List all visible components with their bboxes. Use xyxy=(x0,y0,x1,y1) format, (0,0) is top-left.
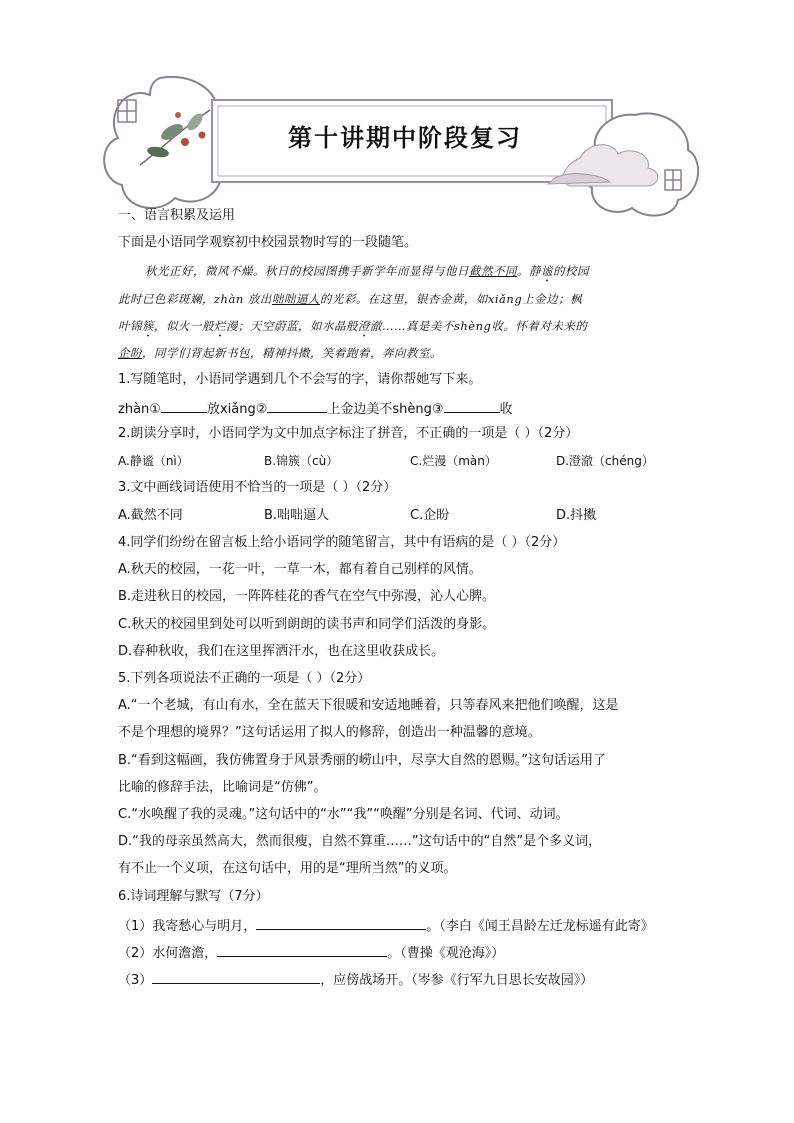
question-2: 2.朗读分享时，小语同学为文中加点字标注了拼音，不正确的一项是（ ）（2分） xyxy=(118,426,579,441)
option-b-cont: 比喻的修辞手法，比喻词是“仿佛”。 xyxy=(118,780,327,795)
question-5: 5.下列各项说法不正确的一项是（ ）（2分） xyxy=(118,671,371,686)
option-d[interactable]: D.抖擞 xyxy=(556,508,597,523)
option-c[interactable]: C.企盼 xyxy=(410,508,450,523)
underlined-phrase: 截然不同 xyxy=(469,264,517,278)
passage-line-4: 企盼，同学们背起新书包，精神抖擞，笑着跑着，奔向教室。 xyxy=(118,346,442,360)
option-d[interactable]: D.“我的母亲虽然高大，然而很瘦，自然不算重……”这句话中的“自然”是个多义词， xyxy=(118,834,602,849)
answer-blank[interactable] xyxy=(267,398,327,413)
passage-line-3: 叶锦簇，似火一般烂漫；天空蔚蓝，如水晶般澄澈……真是美不shèng收。怀着对未来的 xyxy=(118,319,588,333)
underlined-phrase: 企盼 xyxy=(118,346,142,360)
dotted-char: 澄 xyxy=(358,319,370,333)
dotted-char: 谧 xyxy=(541,264,553,278)
answer-blank[interactable] xyxy=(444,398,500,413)
answer-blank[interactable] xyxy=(256,915,426,930)
question-6: 6.诗词理解与默写（7分） xyxy=(118,889,269,904)
question-3: 3.文中画线词语使用不恰当的一项是（ ）（2分） xyxy=(118,480,397,495)
question-2-options xyxy=(118,452,702,470)
option-d[interactable]: D.春种秋收，我们在这里挥洒汗水，也在这里收获成长。 xyxy=(118,644,445,659)
option-a[interactable]: A.“一个老城，有山有水，全在蓝天下很暖和安适地睡着，只等春风来把他们唤醒，这是 xyxy=(118,698,619,713)
option-b[interactable]: B.走进秋日的校园，一阵阵桂花的香气在空气中弥漫，沁人心脾。 xyxy=(118,589,496,604)
option-b[interactable]: B.锦簇（cù） xyxy=(264,454,339,468)
answer-blank[interactable] xyxy=(217,942,387,957)
option-a-cont: 不是个理想的境界？”这句话运用了拟人的修辞，创造出一种温馨的意境。 xyxy=(118,725,541,740)
option-b[interactable]: B.咄咄逼人 xyxy=(264,508,330,523)
question-4: 4.同学们纷纷在留言板上给小语同学的随笔留言，其中有语病的是（ ）（2分） xyxy=(118,535,566,550)
question-1: 1.写随笔时，小语同学遇到几个不会写的字，请你帮她写下来。 xyxy=(118,372,482,387)
option-d-cont: 有不止一个义项，在这句话中，用的是“理所当然”的义项。 xyxy=(118,861,457,876)
question-1-blanks: zhàn① 放xiǎng② 上金边美不shèng③ 收 xyxy=(118,398,513,419)
dotted-char: 簇 xyxy=(142,319,154,333)
page-title: 第十讲期中阶段复习 xyxy=(288,123,522,152)
passage-line-1: 秋光正好，微风不燥。秋日的校园图携手新学年而显得与他日截然不同。静谧的校园 xyxy=(145,264,589,278)
dotted-char: 烂 xyxy=(214,319,226,333)
poem-line-3: （3） ，应傍战场开。（岑参《行军九日思长安故园》） xyxy=(118,969,593,990)
option-a[interactable]: A.截然不同 xyxy=(118,508,183,523)
poem-line-1: （1）我寄愁心与明月， 。（李白《闻王昌龄左迁龙标遥有此寄》 xyxy=(118,915,654,936)
option-c[interactable]: C.烂漫（màn） xyxy=(410,454,497,468)
question-3-options xyxy=(118,507,702,525)
section-heading: 一、语言积累及运用 xyxy=(118,208,236,223)
option-b[interactable]: B.“看到这幅画，我仿佛置身于风景秀丽的崂山中，尽享大自然的恩赐。”这句话运用了 xyxy=(118,753,607,768)
option-a[interactable]: A.秋天的校园，一花一叶，一草一木，都有着自己别样的风情。 xyxy=(118,562,482,577)
answer-blank[interactable] xyxy=(152,969,320,984)
underlined-phrase: 咄咄逼人 xyxy=(271,292,320,306)
passage-line-2: 此时已色彩斑斓，zhàn 放出咄咄逼人的光彩。在这里，银杏金黄，如xiǎng上金边；枫 xyxy=(118,292,583,306)
intro-text: 下面是小语同学观察初中校园景物时写的一段随笔。 xyxy=(118,235,418,250)
option-d[interactable]: D.澄澈（chéng） xyxy=(556,454,654,468)
option-c[interactable]: C.秋天的校园里到处可以听到朗朗的读书声和同学们活泼的身影。 xyxy=(118,617,496,632)
poem-line-2: （2）水何澹澹， 。（曹操《观沧海》） xyxy=(118,942,504,963)
answer-blank[interactable] xyxy=(161,398,207,413)
option-a[interactable]: A.静谧（nì） xyxy=(118,454,189,468)
option-c[interactable]: C.“水唤醒了我的灵魂。”这句话中的“水”“我”“唤醒”分别是名词、代词、动词。 xyxy=(118,807,569,822)
